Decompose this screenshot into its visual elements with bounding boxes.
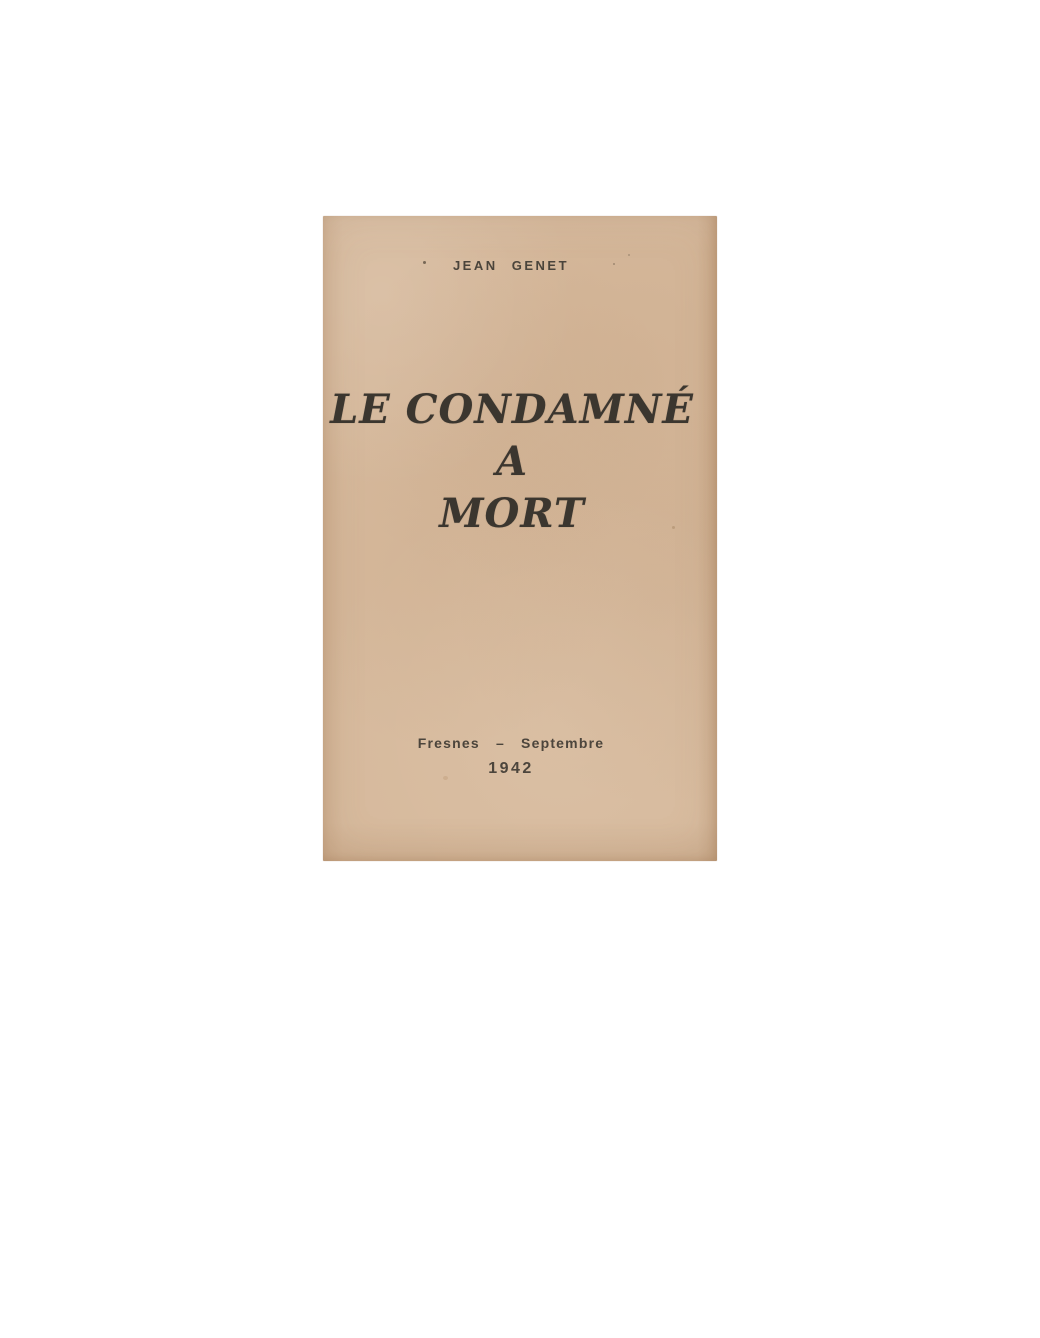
author-name: JEAN GENET xyxy=(452,258,570,273)
book-cover xyxy=(323,216,717,861)
title-line-3: MORT xyxy=(439,490,585,537)
imprint xyxy=(314,735,708,778)
book-title xyxy=(315,384,709,540)
title-line-1: LE CONDAMNÉ xyxy=(330,386,694,433)
title-line-2: A xyxy=(495,438,529,485)
imprint-place-date: Fresnes – Septembre xyxy=(417,735,605,751)
imprint-year: 1942 xyxy=(488,760,534,777)
paper-speck xyxy=(628,254,630,256)
